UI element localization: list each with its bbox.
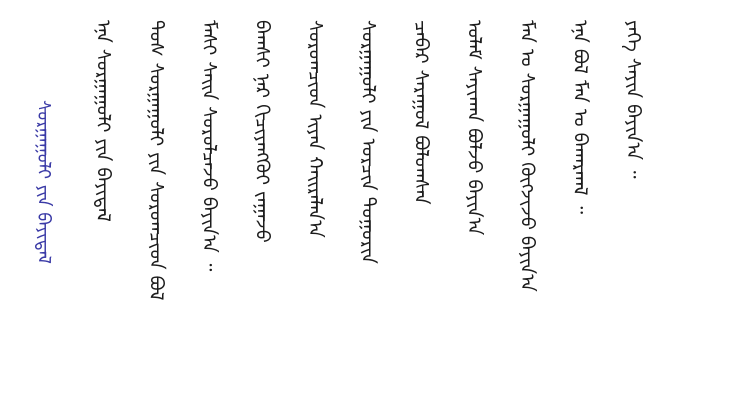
text-column-4: ᠪᠠᠭᠰᠢ ᠨᠠᠷ ᠬᠢᠴᠢᠶᠡᠩᠭᠦᠢ ᠵᠠᠭᠠᠵᠤ bbox=[251, 20, 273, 243]
text-column-8: ᠤᠯᠠᠮ ᠰᠠᠶᠢᠬᠠᠨ ᠪᠣᠯᠵᠤ ᠪᠠᠶᠢᠨ᠎ᠠ bbox=[463, 20, 485, 236]
text-column-9: ᠮᠠᠨ ᠤ ᠰᠤᠷᠭᠠᠭᠤᠯᠢ ᠬᠥᠭᠵᠢᠵᠦ ᠪᠠᠶᠢᠨ᠎ᠠ bbox=[516, 20, 538, 292]
page-title: ᠰᠤᠷᠭᠠᠭᠤᠯᠢ ᠶᠢᠨ ᠪᠠᠶᠢᠳᠠᠯ bbox=[33, 100, 54, 264]
text-column-3: ᠮᠠᠰᠢ ᠰᠠᠢᠨ ᠰᠤᠷᠤᠯᠴᠠᠵᠤ ᠪᠠᠶᠢᠨ᠎ᠠ ᠃ bbox=[198, 20, 220, 272]
text-column-7: ᠴᠡᠪᠡᠷ ᠰᠠᠷᠠᠭᠤᠯ ᠪᠣᠯᠤᠭᠰᠠᠨ bbox=[410, 20, 432, 205]
text-column-1: ᠡᠨᠡ ᠰᠤᠷᠭᠠᠭᠤᠯᠢ ᠶᠢᠨ ᠪᠠᠶᠢᠳᠠᠯ bbox=[92, 20, 114, 222]
text-column-5: ᠰᠤᠷᠤᠭᠴᠢᠳ ᠢᠶᠡᠨ ᠬᠠᠢᠷᠠᠯᠠᠨ᠎ᠠ bbox=[304, 20, 326, 238]
text-column-10: ᠡᠨᠡ ᠪᠣᠯ ᠮᠠᠨ ᠤ ᠪᠠᠬᠠᠷᠬᠠᠯ ᠃ bbox=[569, 20, 591, 215]
text-column-6: ᠰᠤᠷᠭᠠᠭᠤᠯᠢ ᠶᠢᠨ ᠣᠷᠴᠢᠨ ᠲᠣᠭᠣᠷᠢᠨ bbox=[357, 20, 379, 264]
text-column-11: ᠶᠡᠬᠡ ᠰᠠᠶᠢᠨ ᠪᠠᠶᠢᠨ᠎ᠠ ᠃ bbox=[622, 20, 644, 179]
text-column-2: ᠲᠤᠰ ᠰᠤᠷᠭᠠᠭᠤᠯᠢ ᠶᠢᠨ ᠰᠤᠷᠤᠭᠴᠢᠳ ᠪᠣᠯ bbox=[145, 20, 167, 301]
